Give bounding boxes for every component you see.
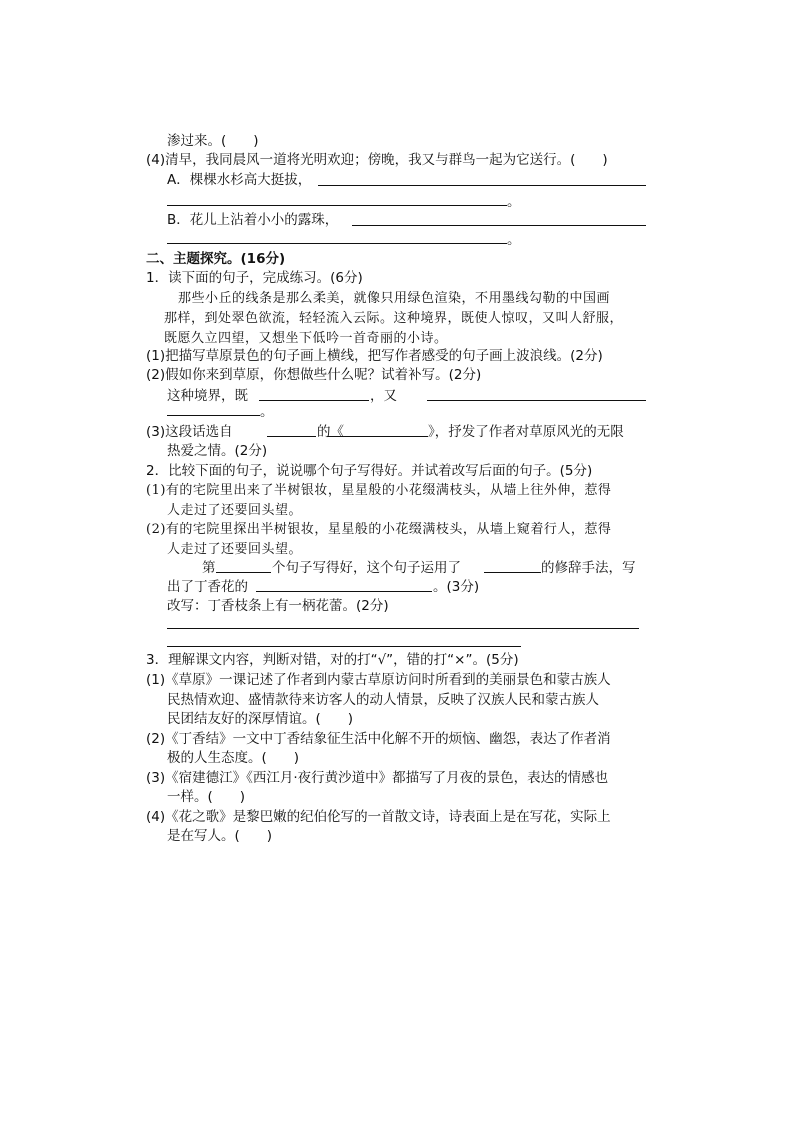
sub2-fill-mid: ，又 (370, 388, 397, 404)
period: 。 (507, 232, 521, 248)
fill-score: 。(3分) (433, 579, 480, 595)
answer-blank[interactable] (259, 400, 369, 401)
fill-first: 第 (202, 560, 216, 576)
sub3-tail: 热爱之情。(2分) (167, 443, 268, 459)
fill-end: 的修辞手法，写 (541, 560, 636, 576)
rewrite-line[interactable] (167, 646, 521, 647)
q3-title: 3．理解课文内容，判断对错，对的打“√”，错的打“×”。(5分) (146, 652, 519, 668)
judge-item-1: (1)《草原》一课记述了作者到内蒙古草原访问时所看到的美丽景色和蒙古族人 (146, 672, 611, 688)
sub3-mid: 的《 (317, 424, 344, 440)
period: 。 (507, 194, 521, 210)
answer-blank[interactable] (167, 415, 260, 416)
question-3-tail: 渗过来。( ) (167, 133, 259, 149)
passage-line: 既愿久立四望，又想坐下低吟一首奇丽的小诗。 (164, 331, 448, 346)
judge-item-1-cont: 民热情欢迎、盛情款待来访客人的动人情景，反映了汉族人民和蒙古族人 (167, 692, 599, 708)
answer-blank[interactable] (328, 436, 428, 437)
rewrite-line[interactable] (167, 628, 639, 629)
answer-blank[interactable] (484, 572, 541, 573)
section-heading: 二、主题探究。(16分) (146, 251, 286, 267)
judge-item-4: (4)《花之歌》是黎巴嫩的纪伯伦写的一首散文诗，诗表面上是在写花，实际上 (146, 809, 611, 825)
judge-item-3-cont: 一样。( ) (167, 789, 246, 805)
option-a-label: A．棵棵水杉高大挺拔， (167, 172, 312, 188)
judge-item-2: (2)《丁香结》一文中丁香结象征生活中化解不开的烦恼、幽怨，表达了作者消 (146, 731, 611, 747)
judge-item-4-cont: 是在写人。( ) (167, 828, 273, 844)
sentence-2: (2)有的宅院里探出半树银妆，星星般的小花缀满枝头，从墙上窥着行人，惹得 (146, 522, 612, 537)
q1-sub2: (2)假如你来到草原，你想做些什么呢？试着补写。(2分) (146, 367, 482, 383)
option-b-label: B．花儿上沾着小小的露珠， (167, 212, 339, 228)
q1-title: 1．读下面的句子，完成练习。(6分) (146, 270, 363, 286)
sentence-2-cont: 人走过了还要回头望。 (167, 542, 303, 557)
answer-blank[interactable] (216, 572, 271, 573)
answer-blank[interactable] (267, 436, 316, 437)
sub3-start: (3)这段话选自 (146, 424, 233, 440)
q1-sub1: (1)把描写草原景色的句子画上横线，把写作者感受的句子画上波浪线。(2分) (146, 348, 603, 364)
fill-second-line: 出了丁香花的 (167, 579, 248, 595)
sub3-end: 》，抒发了作者对草原风光的无限 (428, 424, 624, 440)
answer-blank[interactable] (256, 591, 432, 592)
passage-line: 那样，到处翠色欲流，轻轻流入云际。这种境界，既使人惊叹，又叫人舒服， (164, 311, 624, 326)
answer-line[interactable] (167, 243, 507, 244)
answer-line[interactable] (318, 185, 646, 186)
answer-line[interactable] (167, 205, 507, 206)
sentence-1-cont: 人走过了还要回头望。 (167, 503, 303, 518)
passage-line: 那些小丘的线条是那么柔美，就像只用绿色渲染，不用墨线勾勒的中国画 (178, 291, 611, 306)
sentence-1: (1)有的宅院里出来了半树银妆，星星般的小花缀满枝头，从墙上往外伸，惹得 (146, 483, 612, 498)
judge-item-3: (3)《宿建德江》《西江月·夜行黄沙道中》都描写了月夜的景色，表达的情感也 (146, 770, 609, 786)
q2-title: 2．比较下面的句子，说说哪个句子写得好。并试着改写后面的句子。(5分) (146, 463, 593, 479)
sub2-fill-start: 这种境界，既 (167, 388, 248, 404)
judge-item-2-cont: 极的人生态度。( ) (167, 750, 300, 766)
answer-blank[interactable] (427, 400, 646, 401)
answer-line[interactable] (352, 225, 646, 226)
period: 。 (260, 404, 274, 420)
question-4: (4)清早，我同晨风一道将光明欢迎；傍晚，我又与群鸟一起为它送行。( ) (146, 152, 608, 168)
fill-mid: 个句子写得好，这个句子运用了 (272, 560, 461, 576)
rewrite-prompt: 改写：丁香枝条上有一柄花蕾。(2分) (167, 598, 389, 614)
judge-item-1-cont: 民团结友好的深厚情谊。( ) (167, 711, 354, 727)
